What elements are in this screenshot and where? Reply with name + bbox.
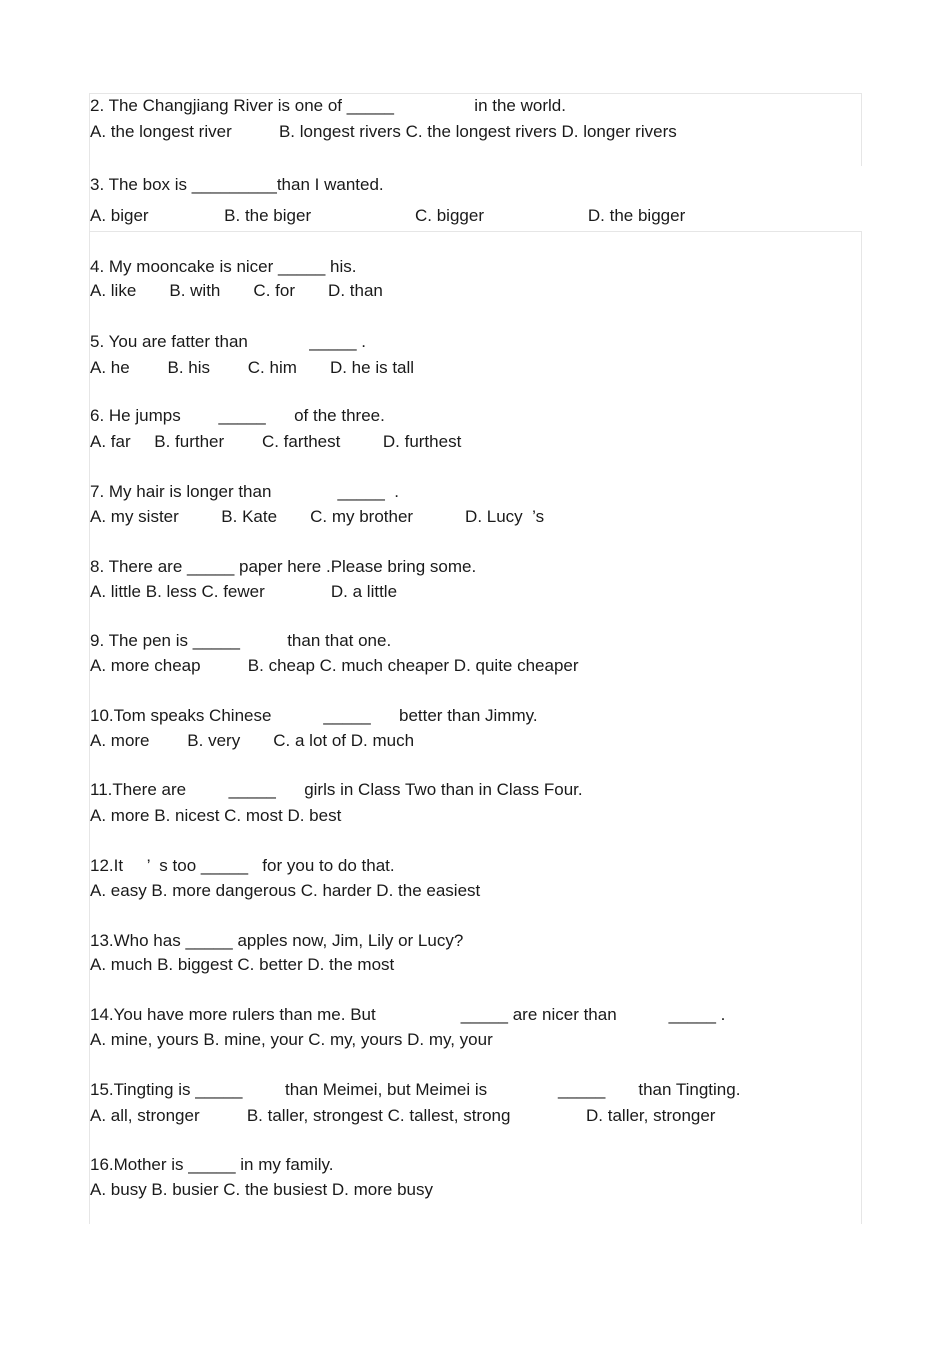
question-2: 2. The Changjiang River is one of _____ in the world. (90, 96, 566, 115)
options-4: A. like B. with C. for D. than (90, 281, 383, 300)
question-10: 10.Tom speaks Chinese _____ better than Jimmy. (90, 706, 538, 725)
options-13: A. much B. biggest C. better D. the most (90, 955, 395, 974)
question-6: 6. He jumps _____ of the three. (90, 406, 385, 425)
options-11: A. more B. nicest C. most D. best (90, 806, 342, 825)
options-14: A. mine, yours B. mine, your C. my, yours D. my, your (90, 1030, 493, 1049)
options-5: A. he B. his C. him D. he is tall (90, 358, 415, 377)
question-4: 4. My mooncake is nicer _____ his. (90, 257, 357, 276)
question-7: 7. My hair is longer than _____ . (90, 482, 399, 501)
question-15: 15.Tingting is _____ than Meimei, but Meimei is _____ than Tingting. (90, 1080, 741, 1099)
question-11: 11.There are _____ girls in Class Two than in Class Four. (90, 780, 583, 799)
scan-frame-main (89, 231, 862, 1224)
question-5: 5. You are fatter than _____ . (90, 332, 366, 351)
options-6: A. far B. further C. farthest D. furthest (90, 432, 462, 451)
options-15: A. all, stronger B. taller, strongest C. tallest, strong D. taller, stronger (90, 1106, 716, 1125)
question-14: 14.You have more rulers than me. But _____ are nicer than _____ . (90, 1005, 726, 1024)
question-3: 3. The box is _________than I wanted. (90, 175, 384, 194)
question-8: 8. There are _____ paper here .Please bring some. (90, 557, 477, 576)
question-16: 16.Mother is _____ in my family. (90, 1155, 334, 1174)
options-8: A. little B. less C. fewer D. a little (90, 582, 398, 601)
options-9: A. more cheap B. cheap C. much cheaper D. quite cheaper (90, 656, 579, 675)
options-2: A. the longest river B. longest rivers C. the longest rivers D. longer rivers (90, 122, 677, 141)
options-3: A. biger B. the biger C. bigger D. the bigger (90, 206, 686, 225)
options-16: A. busy B. busier C. the busiest D. more busy (90, 1180, 433, 1199)
question-12: 12.It ’ s too _____ for you to do that. (90, 856, 395, 875)
question-13: 13.Who has _____ apples now, Jim, Lily or Lucy? (90, 931, 464, 950)
options-10: A. more B. very C. a lot of D. much (90, 731, 415, 750)
question-9: 9. The pen is _____ than that one. (90, 631, 392, 650)
options-12: A. easy B. more dangerous C. harder D. the easiest (90, 881, 481, 900)
options-7: A. my sister B. Kate C. my brother D. Lucy ’s (90, 507, 545, 526)
